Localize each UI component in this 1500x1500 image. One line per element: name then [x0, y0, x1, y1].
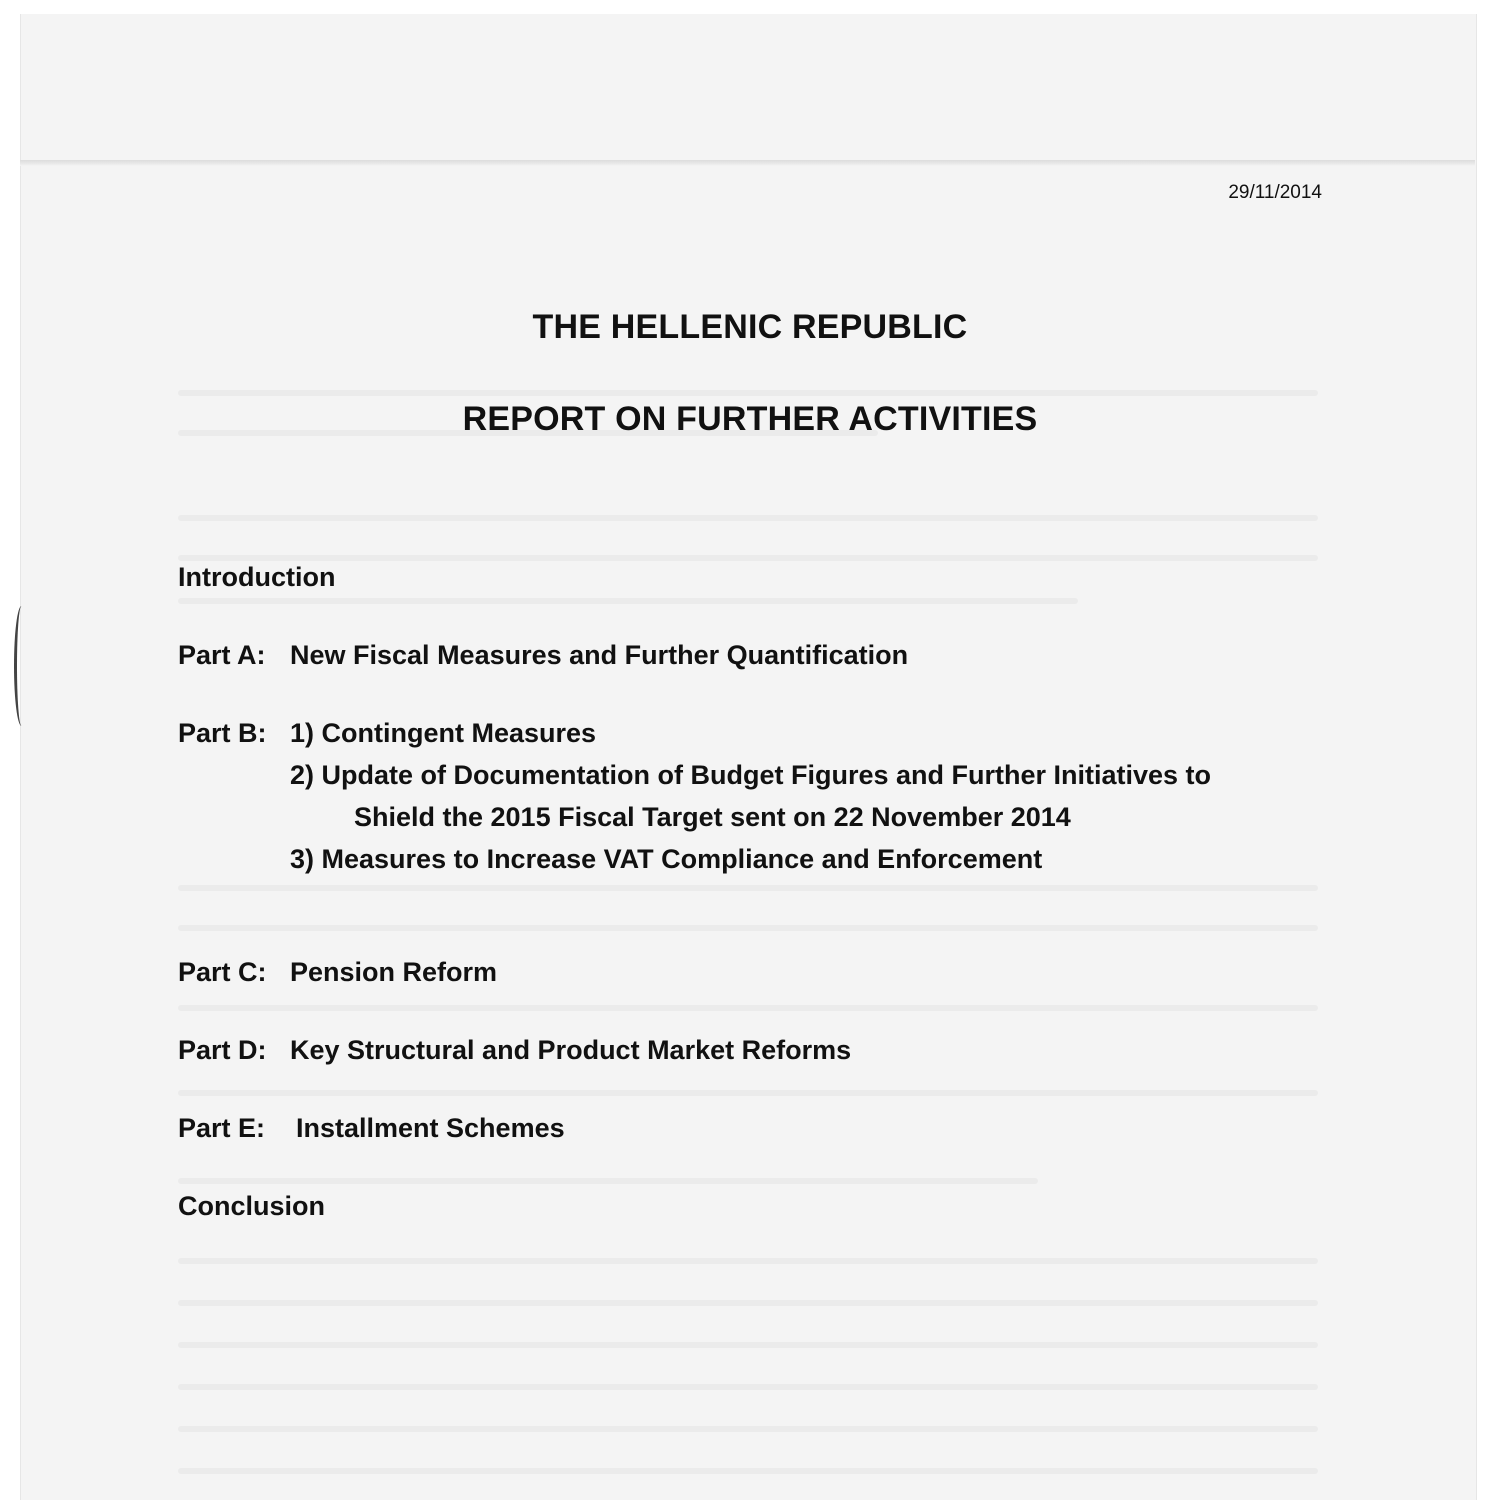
- show-through-line: [178, 598, 1078, 604]
- toc-part-c-label: Part C:: [178, 957, 267, 987]
- show-through-line: [178, 925, 1318, 931]
- toc-part-b-item3: 3) Measures to Increase VAT Compliance and Enforcement: [290, 844, 1043, 874]
- fold-line: [20, 160, 1475, 166]
- toc-part-b-item2-line2: Shield the 2015 Fiscal Target sent on 22 November 2014: [354, 802, 1071, 832]
- document-date: 29/11/2014: [1228, 182, 1322, 203]
- show-through-line: [178, 1468, 1318, 1474]
- toc-conclusion: Conclusion: [178, 1191, 325, 1221]
- toc-introduction: Introduction: [178, 562, 336, 592]
- show-through-line: [178, 555, 1318, 561]
- toc-part-d-text: Key Structural and Product Market Reforms: [290, 1035, 852, 1065]
- paper-sheet: [20, 14, 1477, 1500]
- toc-part-e: [178, 1113, 565, 1144]
- toc-part-b-item1: 1) Contingent Measures: [290, 718, 597, 748]
- toc-part-a-label: Part A:: [178, 640, 266, 670]
- show-through-line: [178, 390, 1318, 396]
- toc-part-b-label: Part B:: [178, 718, 267, 748]
- toc-part-c: [178, 957, 497, 988]
- toc-part-a: [178, 640, 908, 671]
- show-through-line: [178, 1300, 1318, 1306]
- show-through-line: [178, 515, 1318, 521]
- page-edge-curve: [14, 606, 29, 726]
- show-through-line: [178, 885, 1318, 891]
- toc-part-d-label: Part D:: [178, 1035, 267, 1065]
- toc-part-b-item2-line1: 2) Update of Documentation of Budget Figures and Further Initiatives to: [290, 760, 1212, 790]
- show-through-line: [178, 1384, 1318, 1390]
- show-through-line: [178, 1342, 1318, 1348]
- document-subtitle: REPORT ON FURTHER ACTIVITIES: [462, 400, 1038, 438]
- toc-part-e-label: Part E:: [178, 1113, 266, 1143]
- toc-part-e-text: Installment Schemes: [296, 1113, 565, 1143]
- show-through-line: [178, 1178, 1038, 1184]
- show-through-line: [178, 1005, 1318, 1011]
- toc-part-d: [178, 1035, 851, 1066]
- show-through-line: [178, 1258, 1318, 1264]
- toc-part-c-text: Pension Reform: [290, 957, 498, 987]
- toc-part-a-text: New Fiscal Measures and Further Quantification: [290, 640, 909, 670]
- show-through-line: [178, 1426, 1318, 1432]
- document-title: THE HELLENIC REPUBLIC: [532, 308, 968, 346]
- show-through-line: [178, 1090, 1318, 1096]
